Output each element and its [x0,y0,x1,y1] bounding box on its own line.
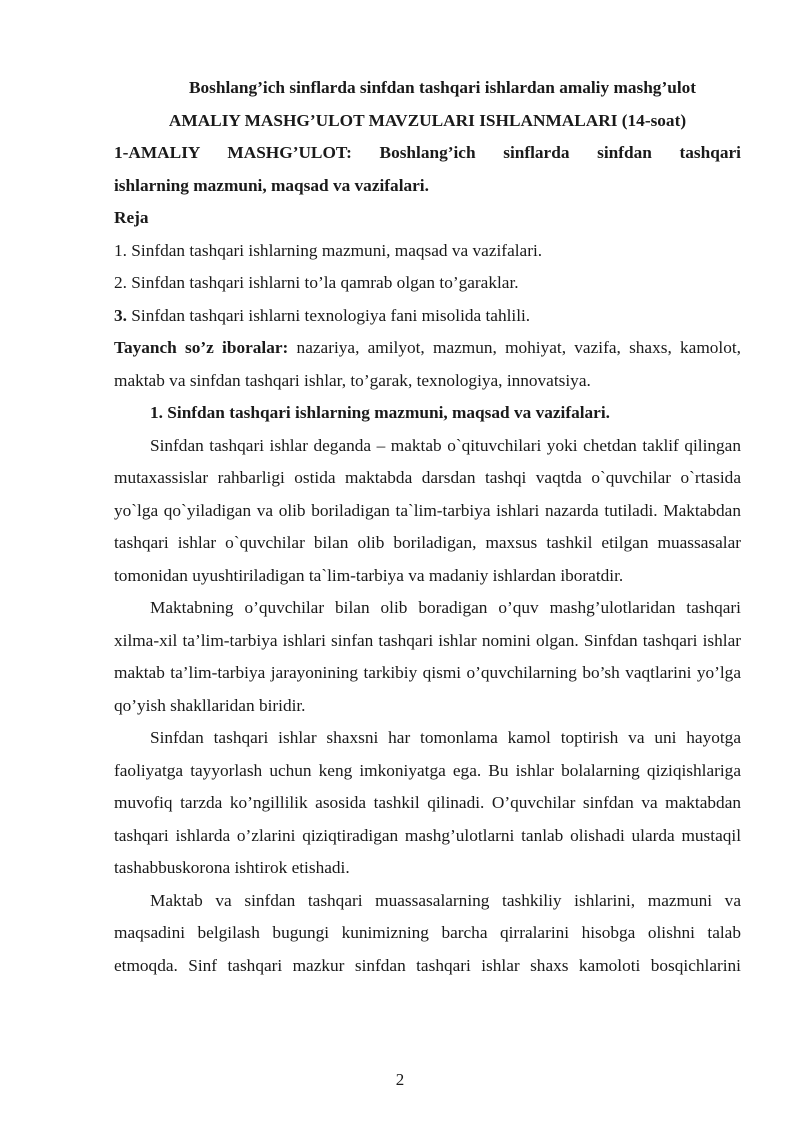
plan-item [114,235,741,268]
plan-item [114,300,741,333]
document-title: Boshlang’ich sinflarda sinfdan tashqari ishlardan amaliy mashg’ulot [188,78,697,97]
page-content [114,72,741,982]
keywords-text: nazariya, amilyot, mazmun, mohiyat, vazifa, shaxs, kamolot, maktab va sinfdan tashqari ishlar, to’garak, texnologiya, innovatsiya. [114,338,741,390]
document-subtitle: AMALIY MASHG’ULOT MAVZULARI ISHLANMALARI (14-soat) [168,110,687,130]
page-number: 2 [395,1070,405,1089]
plan-item-text: Sinfdan tashqari ishlarni to’la qamrab olgan to’garaklar. [131,273,519,292]
keywords-label: Tayanch so’z iboralar: [114,338,289,357]
plan-item-number: 2. [114,273,127,292]
plan-label: Reja [114,208,149,227]
lesson-heading-line2: ishlarning mazmuni, maqsad va vazifalari. [114,175,429,195]
plan-item-number: 3. [114,305,127,325]
body-paragraph: Maktab va sinfdan tashqari muassasalarning tashkiliy ishlarini, mazmuni va maqsadini belgilash bugungi kunimizning barcha qirralarini hisobga olishni talab etmoqda. Sinf tashqari mazkur sinfdan tashqari ishlar shaxs kamoloti bosqichlarini [114,890,741,975]
plan-item-number: 1. [114,240,127,260]
keywords-paragraph [114,332,741,397]
body-paragraph: Sinfdan tashqari ishlar shaxsni har tomonlama kamol toptirish va uni hayotga faoliyatga tayyorlash uchun keng imkoniyatga ega. Bu ishlar bolalarning qiziqishlariga muvofiq tarzda ko’ngillilik asosida tashkil qilinadi. O’quvchilar sinfdan va maktabdan tashqari ishlarda o’zlarini qiziqtiradigan mashg’ulotlarni tanlab olishadi ularda mustaqil tashabbuskorona ishtirok etishadi. [114,728,741,877]
section-heading: 1. Sinfdan tashqari ishlarning mazmuni, maqsad va vazifalari. [150,403,610,422]
plan-item-text: Sinfdan tashqari ishlarning mazmuni, maqsad va vazifalari. [131,240,543,260]
plan-item [114,267,741,300]
body-paragraph: Sinfdan tashqari ishlar deganda – maktab o`qituvchilari yoki chetdan taklif qilingan mutaxassislar rahbarligi ostida maktabda darsdan tashqi vaqtda o`quvchilar o`rtasida yo`lga qo`yiladigan va olib boriladigan ta`lim-tarbiya ishlari nazarda tutiladi. Maktabdan tashqari ishlar o`quvchilar bilan olib boriladigan, maxsus tashkil etilgan muassasalar tomonidan uyushtiriladigan ta`lim-tarbiya va madaniy ishlardan iboratdir. [114,435,741,585]
plan-item-text: Sinfdan tashqari ishlarni texnologiya fani misolida tahlili. [131,305,531,325]
body-paragraph: Maktabning o’quvchilar bilan olib boradigan o’quv mashg’ulotlaridan tashqari xilma-xil ta’lim-tarbiya ishlari sinfan tashqari ishlar nomini olgan. Sinfdan tashqari ishlar maktab ta’lim-tarbiya jarayonining tarkibiy qismi o’quvchilarning bo’sh vaqtlarini yo’lga qo’yish shakllaridan biridir. [114,598,741,715]
lesson-heading-line1: 1-AMALIY MASHG’ULOT: Boshlang’ich sinflarda sinfdan tashqari [114,143,741,162]
